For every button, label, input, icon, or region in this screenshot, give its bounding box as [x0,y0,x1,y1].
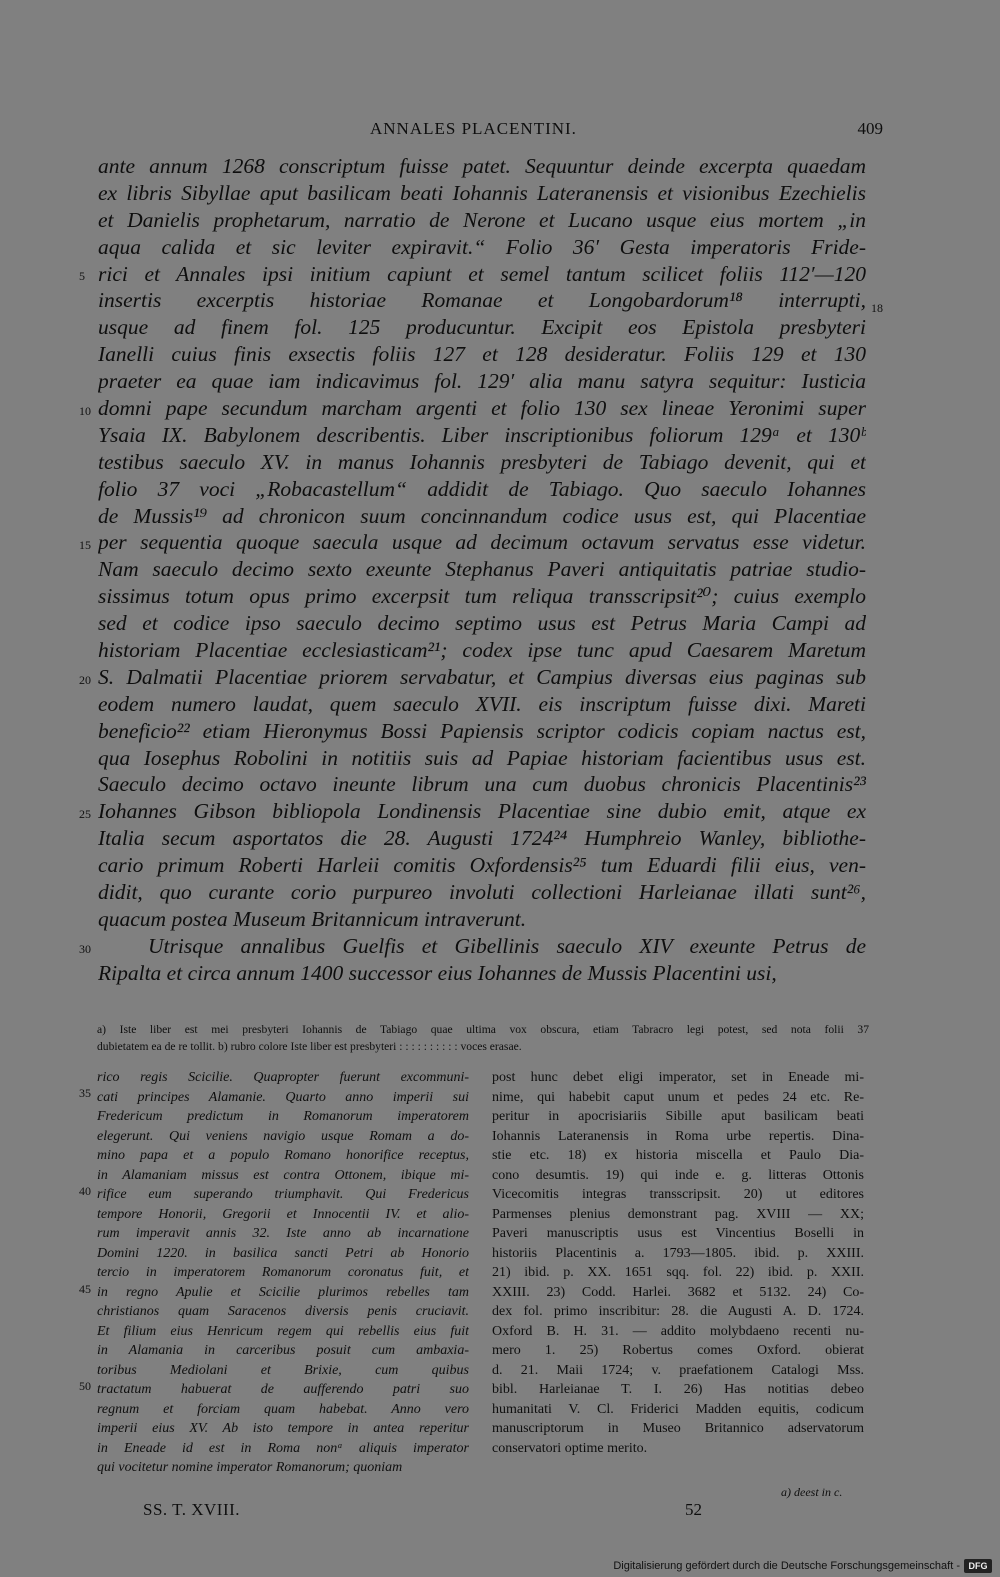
main-text-line: insertis excerptis historiae Romanae et Longobardorum¹⁸ interrupti, [98,288,866,313]
main-text-line: Nam saeculo decimo sexto exeunte Stephanus Paveri antiquitatis patriae studio- [98,557,866,582]
left-column-line: imperii eius XV. Ab isto tempore in antea reperitur [97,1421,469,1436]
left-column-line: tercio in imperatorem Romanorum coronatus fuit, et [97,1265,469,1280]
col-line-number-40: 40 [79,1184,91,1198]
main-text-line: sissimus totum opus primo excerpsit tum reliqua transscripsit²⁰; cuius exemplo [98,584,866,609]
main-text-line: testibus saeculo XV. in manus Iohannis presbyteri de Tabiago devenit, qui et [98,449,866,474]
right-footnote-column [492,1068,864,1458]
left-column-line: qui vocitetur nomine imperator Romanorum; quoniam [97,1460,403,1475]
left-column-line: Domini 1220. in basilica sancti Petri ab Honorio [97,1245,469,1261]
main-text-line: didit, quo curante corio purpureo involuti collectioni Harleianae illati sunt²⁶, [98,880,866,905]
right-column-line: nime, qui habebit caput unum et pedes 24 etc. Re- [492,1089,864,1105]
main-text-line: S. Dalmatii Placentiae priorem servabatur, et Campius diversas eius paginas sub [98,664,866,689]
main-text-line: quacum postea Museum Britannicum intraverunt. [98,906,527,931]
left-column-line: toribus Mediolani et Brixie, cum quibus [97,1362,469,1378]
left-column-line: in Eneade id est in Roma nonᵃ aliquis imperator [97,1440,469,1456]
left-column-line: cati principes Alamanie. Quarto anno imperii sui [97,1089,469,1105]
right-column-line: XXIII. 23) Codd. Harlei. 3682 et 5132. 24) Co- [492,1284,864,1300]
left-footnote-column [97,1068,469,1478]
main-text-line: aqua calida et sic leviter expiravit.“ Folio 36′ Gesta imperatoris Fride- [98,234,866,259]
line-number-15: 15 [79,538,91,552]
page-number: 409 [857,119,883,138]
right-column-line: historiis Placentinis a. 1793—1805. ibid. p. XXIII. [492,1245,864,1261]
left-column-line: christianos quam Saracenos diversis penis cruciavit. [97,1304,469,1319]
textual-note-line: a) Iste liber est mei presbyteri Iohannis de Tabiago quae ultima vox obscura, etiam Tabracro legi potest, sed nota folii 37 [97,1023,869,1036]
textual-note-line: dubietatem ea de re tollit. b) rubro colore Iste liber est presbyteri : : : : : : : : : : voces erasae. [97,1040,522,1053]
right-column-line: Paveri manuscriptis usus est Vincentius Boselli in [492,1226,864,1241]
dfg-logo: DFG [964,1559,992,1573]
main-text-line: historiam Placentiae ecclesiasticam²¹; codex ipse tunc apud Caesarem Maretum [98,638,866,663]
main-text-line: usque ad finem fol. 125 producuntur. Excipit eos Epistola presbyteri [98,315,866,340]
right-column-line: 21) ibid. p. XX. 1651 sqq. fol. 22) ibid. p. XXII. [492,1265,864,1280]
col-line-number-35: 35 [79,1086,91,1100]
main-text-line: Saeculo decimo octavo ineunte librum una cum duobus chronicis Placentinis²³ [98,772,866,797]
left-column-line: rum imperavit annis 32. Iste anno ab incarnatione [97,1226,469,1241]
main-text-line: praeter ea quae iam indicavimus fol. 129′ alia manu satyra sequitur: Iusticia [98,369,866,394]
right-column-line: Vicecomitis integras transscripsit. 20) ut editores [492,1187,864,1202]
textual-notes [97,1021,869,1055]
running-title: ANNALES PLACENTINI. [370,119,577,138]
main-text-line: de Mussis¹⁹ ad chronicon suum concinnandum codice usus est, qui Placentiae [98,503,866,528]
right-column-line: conservatori optime merito. [492,1440,648,1456]
main-text-line: beneficio²² etiam Hieronymus Bossi Papiensis scriptor codicis copiam nactus est, [98,718,866,743]
left-column-line: mino papa et a populo Romano honorifice receptus, [97,1148,469,1163]
left-column-line: in Alamania in carceribus posuit cum ambaxia- [97,1343,469,1358]
line-number-5: 5 [79,269,85,283]
main-text-line: folio 37 voci „Robacastellum“ addidit de Tabiago. Quo saeculo Iohannes [98,476,866,501]
main-text-block [98,153,866,987]
line-number-10: 10 [79,404,91,418]
main-text-line: Iohannes Gibson bibliopola Londinensis Placentiae sine dubio emit, atque ex [98,799,866,824]
col-line-number-50: 50 [79,1379,91,1393]
left-column-line: in regno Apulie et Scicilie plurimos rebelles tam [97,1284,469,1300]
left-column-line: Fredericum predictum in Romanorum imperatorem [97,1109,469,1124]
left-column-line: in Alamaniam missus est contra Ottonem, ibique mi- [97,1167,469,1183]
signature-mark: SS. T. XVIII. [143,1500,241,1519]
main-text-line: sed et codice ipso saeculo decimo septimo usus est Petrus Maria Campi ad [98,611,866,636]
left-column-line: tempore Honorii, Gregorii et Innocentii IV. et alio- [97,1206,469,1222]
main-text-line: ante annum 1268 conscriptum fuisse patet. Sequuntur deinde excerpta quaedam [98,154,866,178]
right-column-line: d. 21. Maii 1724; v. praefationem Catalogi Mss. [492,1362,864,1378]
main-text-line: Utrisque annalibus Guelfis et Gibellinis saeculo XIV exeunte Petrus de [148,933,866,958]
right-column-line: Oxford B. H. 31. — addito molybdaeno recenti nu- [492,1323,864,1339]
right-column-line: mero 1. 25) Robertus comes Oxford. obierat [492,1343,864,1358]
column-end-note: a) deest in c. [781,1485,843,1499]
sheet-number: 52 [685,1500,702,1519]
right-column-line: Parmenses plenius demonstrant pag. XVIII — XX; [492,1206,864,1222]
main-text-line: cario primum Roberti Harleii comitis Oxfordensis²⁵ tum Eduardi filii eius, ven- [98,853,866,878]
right-column-line: cono desumtis. 19) qui inde e. g. litteras Ottonis [492,1167,864,1183]
left-column-line: rico regis Scicilie. Quapropter fuerunt excommuni- [97,1070,469,1085]
main-text-line: per sequentia quoque saecula usque ad decimum octavum servatus esse videtur. [98,530,866,555]
left-column-line: rifice eum superando triumphavit. Qui Fredericus [97,1187,469,1202]
line-number-25: 25 [79,807,91,821]
col-line-number-45: 45 [79,1282,91,1296]
right-column-line: post hunc debet eligi imperator, set in Eneade mi- [492,1070,864,1085]
main-text-line: et Danielis prophetarum, narratio de Nerone et Lucano usque eius mortem „in [98,207,866,232]
right-column-line: peritur in apocrisiariis Sibille aput basilicam beati [492,1109,864,1124]
right-column-line: Iohannis Lateranensis in Roma urbe repertis. Dina- [492,1128,864,1144]
main-text-line: qua Iosephus Robolini in notitiis suis ad Papiae historiam facientibus usus est. [98,745,866,770]
right-column-line: manuscriptorum in Museo Britannico adservatorum [492,1421,864,1436]
digitization-credit-bar [0,1556,1000,1577]
left-column-line: tractatum habuerat de aufferendo patri suo [97,1382,469,1397]
main-text-line: rici et Annales ipsi initium capiunt et semel tantum scilicet foliis 112′—120 [98,261,866,286]
line-number-30: 30 [79,942,91,956]
main-text-line: domni pape secundum marcham argenti et folio 130 sex lineae Yeronimi super [98,396,866,421]
margin-note-mark: 18 [871,301,883,315]
line-number-20: 20 [79,673,91,687]
main-text-line: Italia secum asportatos die 28. Augusti 1724²⁴ Humphreio Wanley, bibliothe- [98,826,866,851]
right-column-line: bibl. Harleianae T. I. 26) Has notitias debeo [492,1382,864,1397]
credit-text: Digitalisierung gefördert durch die Deutsche Forschungsgemeinschaft - [613,1560,960,1572]
right-column-line: stie etc. 18) ex historia miscella et Paulo Dia- [492,1148,864,1163]
left-column-line: elegerunt. Qui veniens navigio usque Romam a do- [97,1128,469,1144]
main-text-line: eodem numero laudat, quem saeculo XVII. eis inscriptum fuisse dixi. Mareti [98,691,866,716]
right-column-line: humanitati V. Cl. Friderici Madden equitis, codicum [492,1401,864,1417]
main-text-line: Ysaia IX. Babylonem describentis. Liber inscriptionibus foliorum 129ᵃ et 130ᵇ [98,422,866,447]
main-text-line: Ianelli cuius finis exsectis foliis 127 et 128 desideratur. Foliis 129 et 130 [98,342,866,367]
left-column-line: Et filium eius Henricum regem qui rebellis eius fuit [97,1323,469,1339]
left-column-line: regnum et forciam quam habebat. Anno vero [97,1401,469,1417]
main-text-line: ex libris Sibyllae aput basilicam beati Iohannis Lateranensis et visionibus Ezechielis [98,180,866,205]
right-column-line: dex fol. primo inscribitur: 28. die Augusti A. D. 1724. [492,1304,864,1319]
running-head [80,119,885,143]
main-text-line: Ripalta et circa annum 1400 successor eius Iohannes de Mussis Placentini usi, [98,960,777,985]
